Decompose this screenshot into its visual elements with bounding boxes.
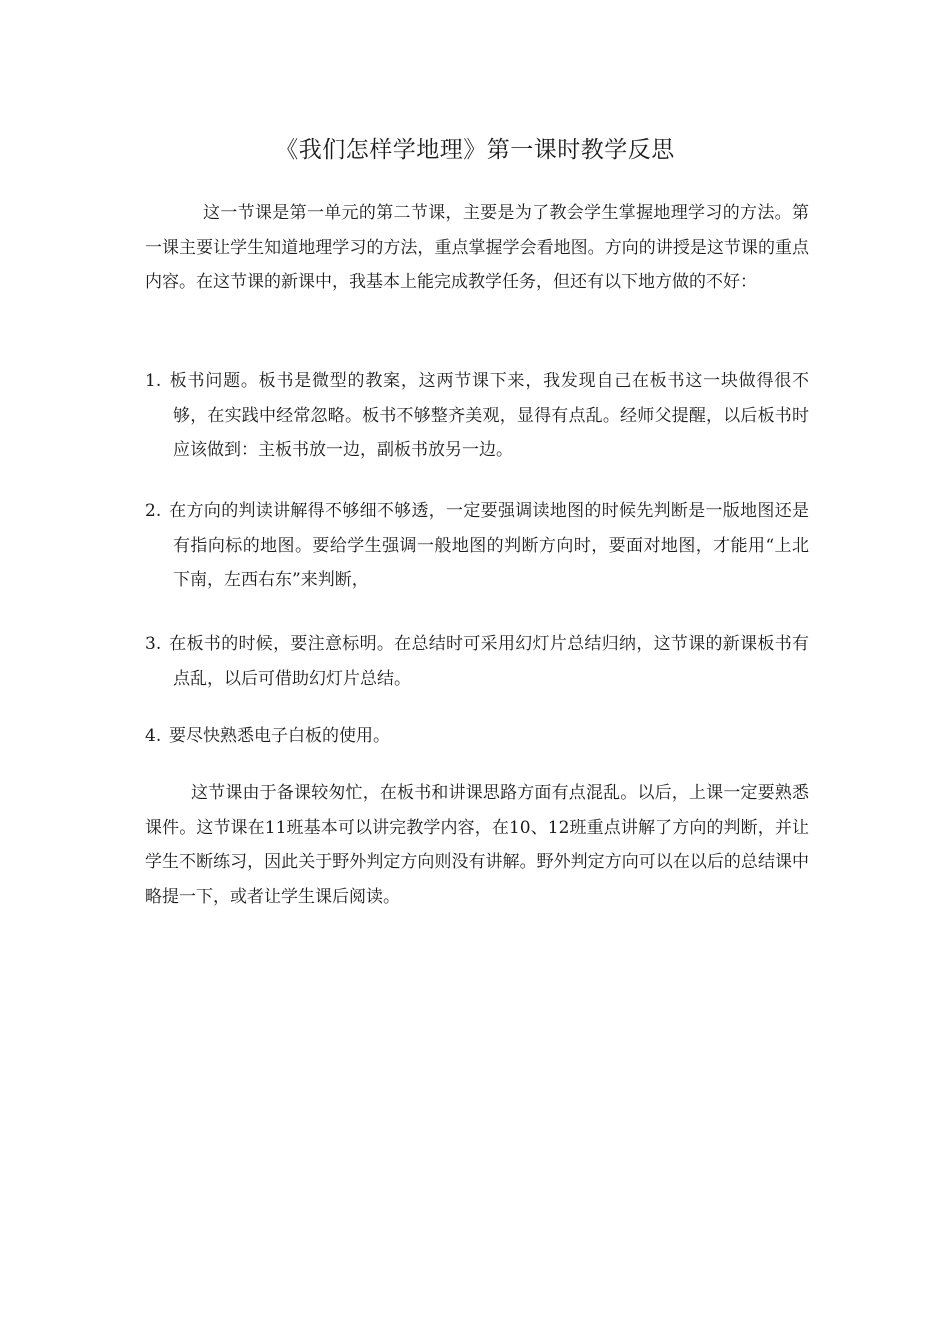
list-item: [145, 719, 809, 754]
list-item-text: 要尽快熟悉电子白板的使用。: [169, 726, 390, 746]
intro-paragraph: 这一节课是第一单元的第二节课，主要是为了教会学生掌握地理学习的方法。第一课主要让学生知道地理学习的方法，重点掌握学会看地图。方向的讲授是这节课的重点内容。在这节课的新课中，我基本上能完成教学任务，但还有以下地方做的不好：: [145, 203, 809, 292]
closing-paragraph: 这节课由于备课较匆忙，在板书和讲课思路方面有点混乱。以后，上课一定要熟悉课件。这节课在11班基本可以讲完教学内容，在10、12班重点讲解了方向的判断，并让学生不断练习，因此关于野外判定方向则没有讲解。野外判定方向可以在以后的总结课中略提一下，或者让学生课后阅读。: [145, 783, 809, 907]
list-item-number: 1.: [145, 371, 162, 391]
list-item-number: 4.: [145, 726, 162, 746]
list-item: [145, 627, 809, 696]
document-title: 《我们怎样学地理》第一课时教学反思: [275, 137, 675, 163]
list-item: [145, 364, 809, 468]
list-item-text: 在方向的判读讲解得不够细不够透，一定要强调读地图的时候先判断是一版地图还是有指向标的地图。要给学生强调一般地图的判断方向时，要面对地图，才能用“上北下南，左西右东”来判断，: [169, 501, 809, 590]
list-item-text: 板书问题。板书是微型的教案，这两节课下来，我发现自己在板书这一块做得很不够，在实践中经常忽略。板书不够整齐美观，显得有点乱。经师父提醒，以后板书时应该做到：主板书放一边，副板书放另一边。: [169, 371, 809, 460]
list-item: [145, 494, 809, 598]
list-item-number: 2.: [145, 501, 162, 521]
list-item-number: 3.: [145, 634, 162, 654]
list-item-text: 在板书的时候，要注意标明。在总结时可采用幻灯片总结归纳，这节课的新课板书有点乱，以后可借助幻灯片总结。: [169, 634, 809, 689]
